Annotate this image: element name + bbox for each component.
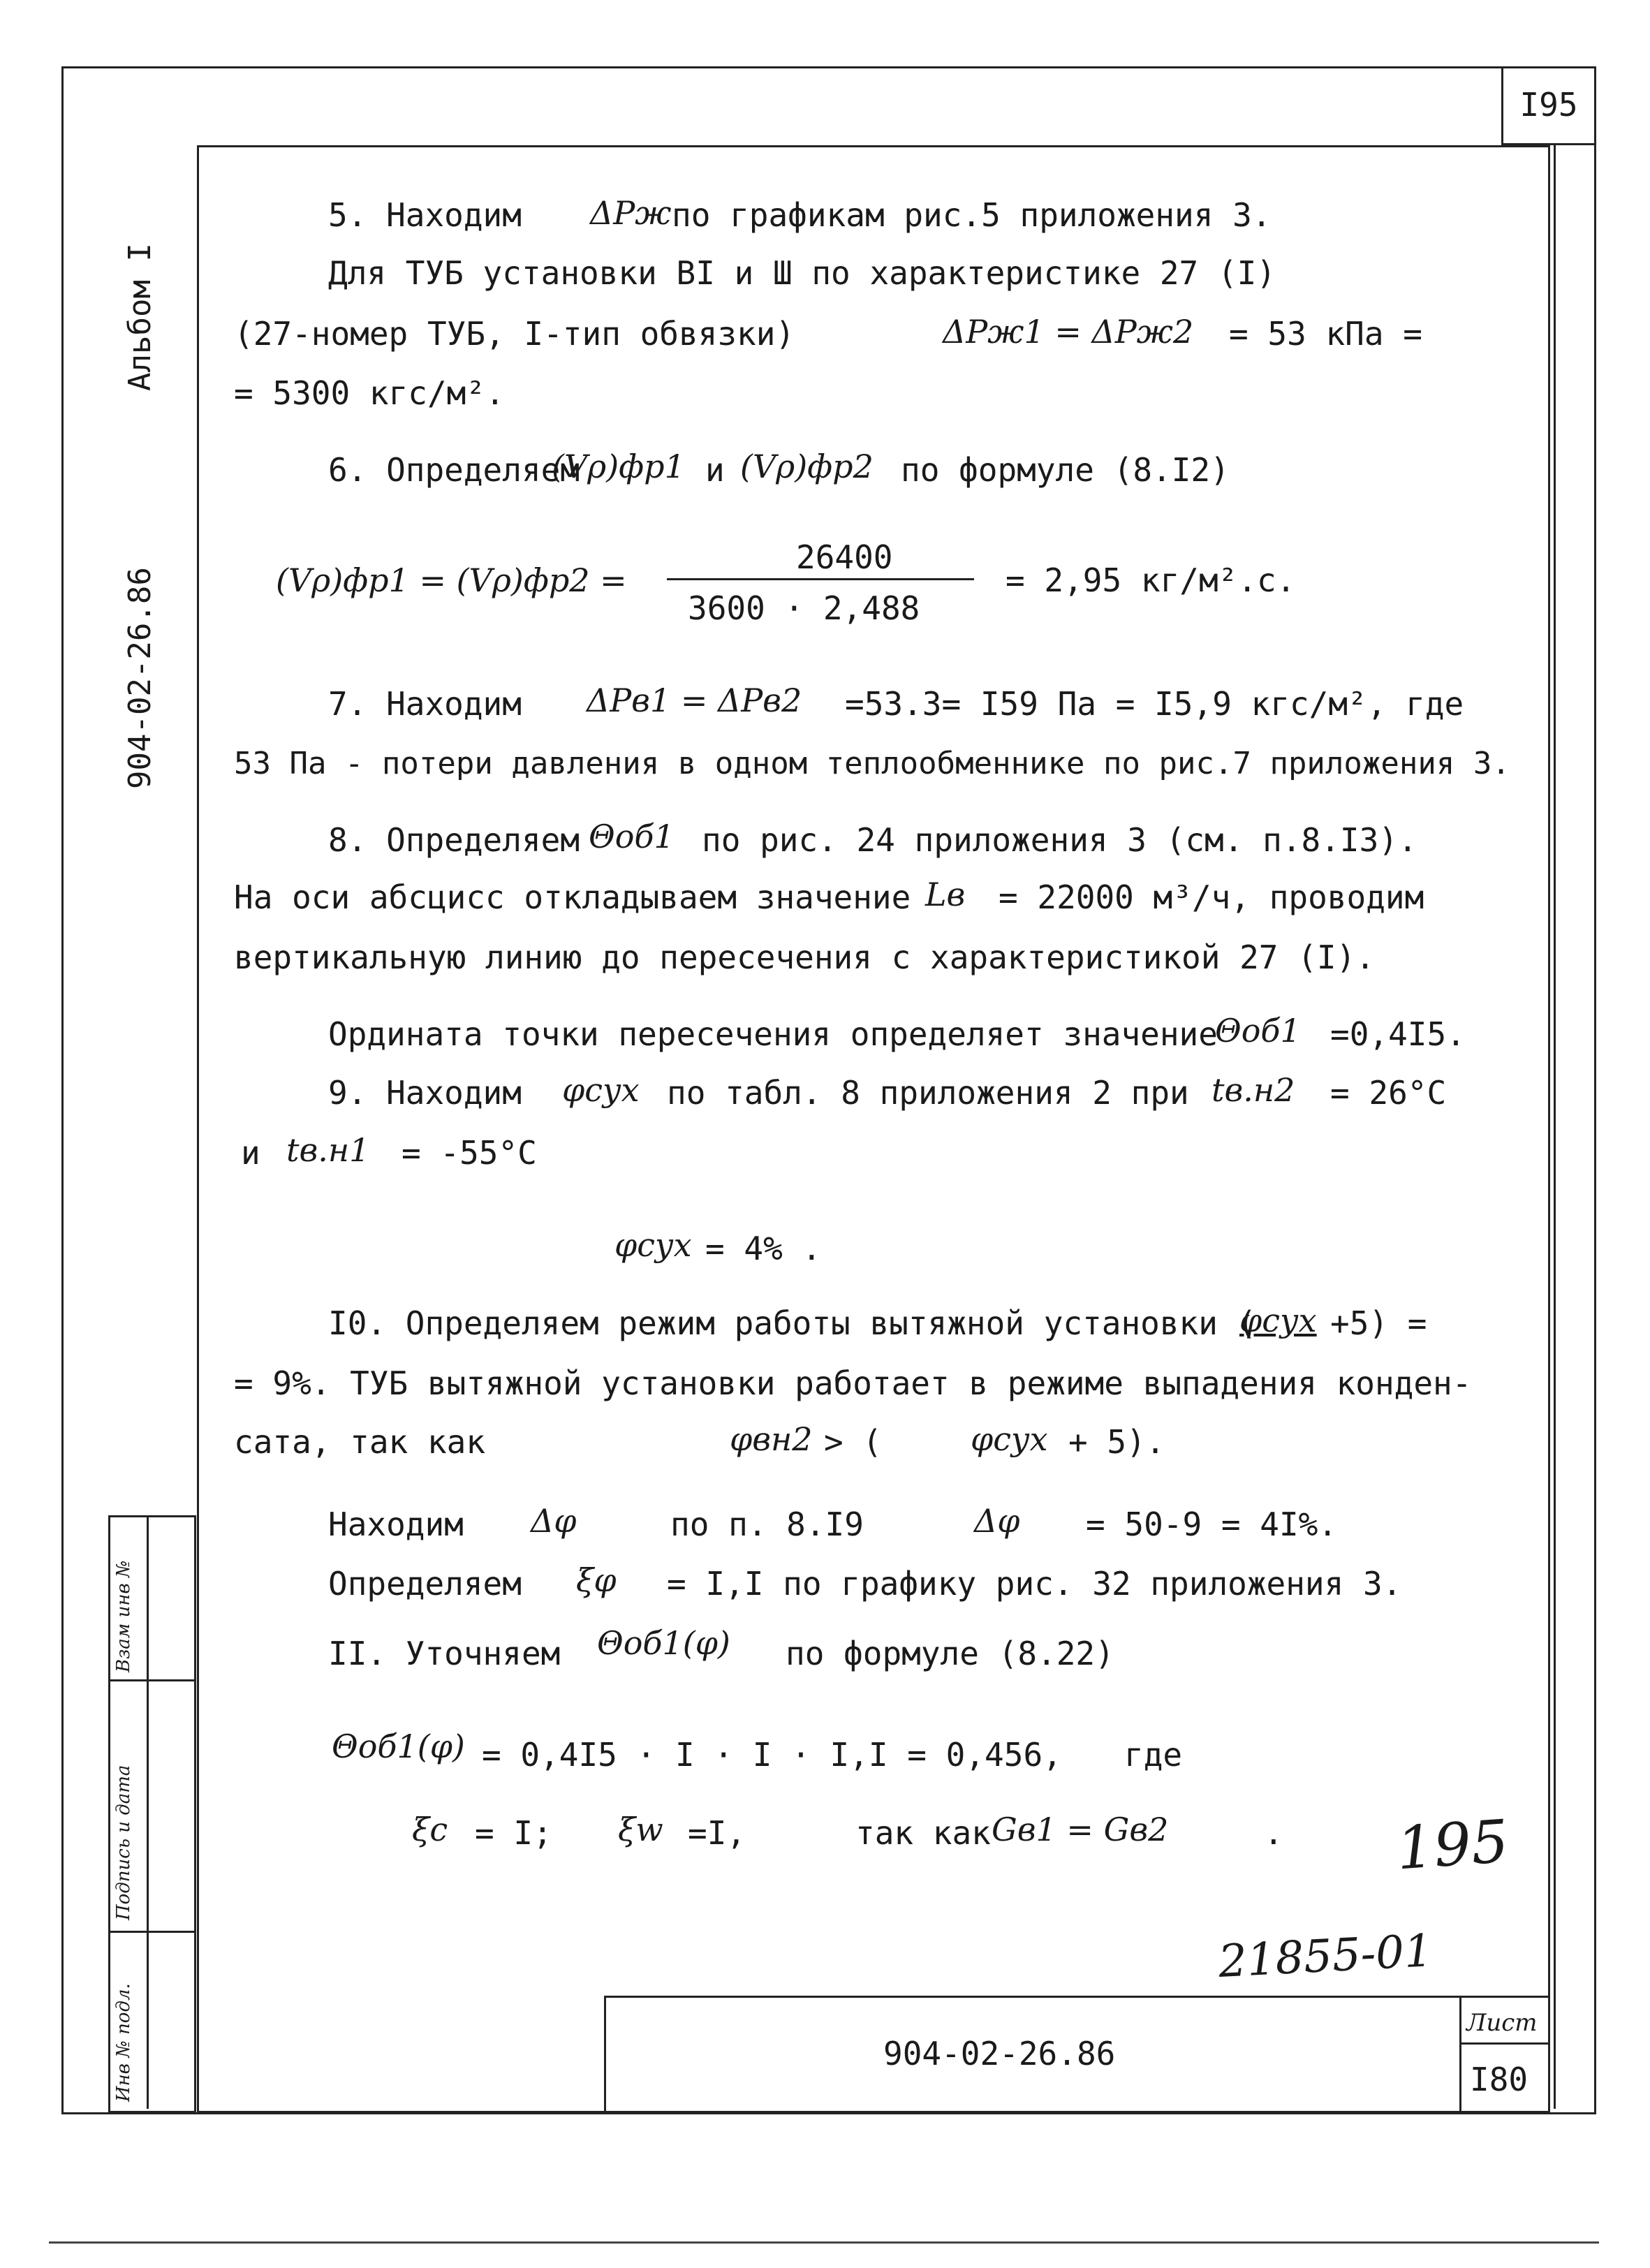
line-10a: На оси абсцисс откладываем значение bbox=[234, 878, 911, 916]
line-21b: по формуле (8.22) bbox=[786, 1635, 1114, 1672]
line-10b: = 22000 м³/ч, проводим bbox=[999, 878, 1424, 916]
line-19a: Находим bbox=[328, 1505, 464, 1543]
line-7a: 7. Находим bbox=[328, 685, 522, 723]
stamp-podpis: Подпись и дата bbox=[113, 1765, 134, 1920]
formula-rhs: = 2,95 кг/м².с. bbox=[1006, 561, 1296, 599]
line-5-label: 5. Находим bbox=[328, 196, 522, 234]
line-16a: I0. Определяем режим работы вытяжной установки ( bbox=[328, 1304, 1257, 1342]
line-22c: где bbox=[1124, 1736, 1183, 1774]
sheet-cell-divider bbox=[1459, 2042, 1549, 2045]
line-16-symbol: φсух bbox=[1239, 1302, 1317, 1339]
title-block-left bbox=[604, 1996, 606, 2111]
line-20b: = I,I по графику рис. 32 приложения 3. bbox=[667, 1565, 1402, 1603]
line-18-sym1: φвн2 bbox=[730, 1420, 813, 1458]
line-6-and: и bbox=[705, 451, 725, 489]
page-number: I95 bbox=[1519, 86, 1578, 124]
title-block-top bbox=[604, 1996, 1548, 1998]
sheet-number: I80 bbox=[1470, 2061, 1529, 2098]
sheet-cell-left bbox=[1459, 1996, 1461, 2111]
line-23a: = I; bbox=[475, 1814, 552, 1852]
page-number-box bbox=[1501, 66, 1594, 145]
line-20-symbol: ξφ bbox=[576, 1561, 617, 1599]
formula-fraction-bar bbox=[667, 578, 974, 580]
formula-denominator: 3600 · 2,488 bbox=[688, 589, 920, 627]
line-23c: так как bbox=[855, 1814, 991, 1852]
line-13-sym2: tв.н2 bbox=[1211, 1071, 1295, 1109]
formula-numerator: 26400 bbox=[796, 538, 893, 576]
line-18-sym2: φсух bbox=[971, 1420, 1048, 1458]
line-23d: . bbox=[1264, 1814, 1283, 1852]
line-11: вертикальную линию до пересечения с характеристикой 27 (I). bbox=[234, 938, 1375, 976]
stamp-vzam: Взам инв № bbox=[113, 1560, 134, 1672]
handwritten-page-number: 195 bbox=[1394, 1806, 1511, 1883]
side-doc-code: 904-02-26.86 bbox=[122, 567, 158, 789]
line-7b: =53.3= I59 Па = I5,9 кгс/м², где bbox=[845, 685, 1464, 723]
stamp-row-2 bbox=[108, 1931, 196, 1933]
sheet-label: Лист bbox=[1466, 2009, 1538, 2037]
line-3b: = 53 кПа = bbox=[1229, 315, 1422, 353]
line-18b: > ( bbox=[824, 1423, 883, 1461]
line-19c: = 50-9 = 4I%. bbox=[1086, 1505, 1338, 1543]
page-bottom-rule bbox=[49, 2241, 1599, 2244]
line-12a: Ордината точки пересечения определяет значение bbox=[328, 1015, 1218, 1053]
line-19b: по п. 8.I9 bbox=[670, 1505, 864, 1543]
line-20a: Определяем bbox=[328, 1565, 522, 1603]
stamp-divider bbox=[147, 1515, 149, 2109]
line-23-sym2: ξw bbox=[618, 1811, 663, 1848]
line-14b: = -55°С bbox=[402, 1134, 537, 1172]
handwritten-doc-code: 21855-01 bbox=[1217, 1925, 1434, 1988]
line-23b: =I, bbox=[688, 1814, 746, 1852]
inner-frame-right-rule bbox=[1554, 145, 1556, 2109]
line-22-symbol: Θоб1(φ) bbox=[332, 1728, 465, 1765]
album-label: Альбом I bbox=[122, 243, 158, 391]
line-16b: +5) = bbox=[1330, 1304, 1427, 1342]
formula-lhs: (Vρ)фр1 = (Vρ)фр2 = bbox=[276, 561, 627, 599]
line-4: = 5300 кгс/м². bbox=[234, 374, 505, 412]
line-5-symbol: ΔPж bbox=[590, 194, 672, 232]
line-13-sym1: φсух bbox=[562, 1071, 640, 1109]
line-10-symbol: Lв bbox=[925, 876, 966, 913]
line-3-symbol: ΔPж1 = ΔPж2 bbox=[943, 313, 1194, 351]
line-12b: =0,4I5. bbox=[1330, 1015, 1466, 1053]
line-15b: = 4% . bbox=[705, 1230, 822, 1267]
stamp-inv-podl: Инв № подл. bbox=[113, 1983, 134, 2102]
line-21-symbol: Θоб1(φ) bbox=[597, 1624, 730, 1662]
line-2: Для ТУБ установки ВI и Ш по характеристике 27 (I) bbox=[328, 254, 1276, 292]
line-18c: + 5). bbox=[1068, 1423, 1165, 1461]
line-6-sym2: (Vρ)фр2 bbox=[740, 448, 874, 485]
line-8: 53 Па - потери давления в одном теплообменнике по рис.7 приложения 3. bbox=[234, 746, 1510, 781]
line-14-symbol: tв.н1 bbox=[286, 1131, 370, 1169]
line-9a: 8. Определяем bbox=[328, 821, 580, 859]
line-19-sym1: Δφ bbox=[531, 1502, 577, 1540]
line-22b: = 0,4I5 · I · I · I,I = 0,456, bbox=[482, 1736, 1062, 1774]
line-18a: сата, так как bbox=[234, 1423, 486, 1461]
line-9b: по рис. 24 приложения 3 (см. п.8.I3). bbox=[702, 821, 1417, 859]
line-6a: 6. Определяем bbox=[328, 451, 580, 489]
line-6-sym1: (Vρ)фр1 bbox=[552, 448, 685, 485]
line-6b: по формуле (8.I2) bbox=[901, 451, 1230, 489]
line-13a: 9. Находим bbox=[328, 1074, 522, 1112]
line-21a: II. Уточняем bbox=[328, 1635, 561, 1672]
title-block-code: 904-02-26.86 bbox=[883, 2035, 1116, 2072]
line-12-symbol: Θоб1 bbox=[1215, 1012, 1301, 1050]
line-23-sym3: Gв1 = Gв2 bbox=[992, 1811, 1169, 1848]
line-14a: и bbox=[241, 1134, 260, 1172]
line-19-sym2: Δφ bbox=[974, 1502, 1020, 1540]
line-7-symbol: ΔPв1 = ΔPв2 bbox=[587, 682, 802, 719]
line-3a: (27-номер ТУБ, I-тип обвязки) bbox=[234, 315, 795, 353]
line-17: = 9%. ТУБ вытяжной установки работает в режиме выпадения конден- bbox=[234, 1364, 1472, 1402]
stamp-row-1 bbox=[108, 1679, 196, 1681]
line-9-symbol: Θоб1 bbox=[589, 818, 675, 855]
line-13b: по табл. 8 приложения 2 при bbox=[667, 1074, 1189, 1112]
line-15-symbol: φсух bbox=[614, 1226, 692, 1264]
line-13c: = 26°С bbox=[1330, 1074, 1447, 1112]
line-5-rest: по графикам рис.5 приложения 3. bbox=[672, 196, 1272, 234]
line-23-sym1: ξс bbox=[412, 1811, 448, 1848]
